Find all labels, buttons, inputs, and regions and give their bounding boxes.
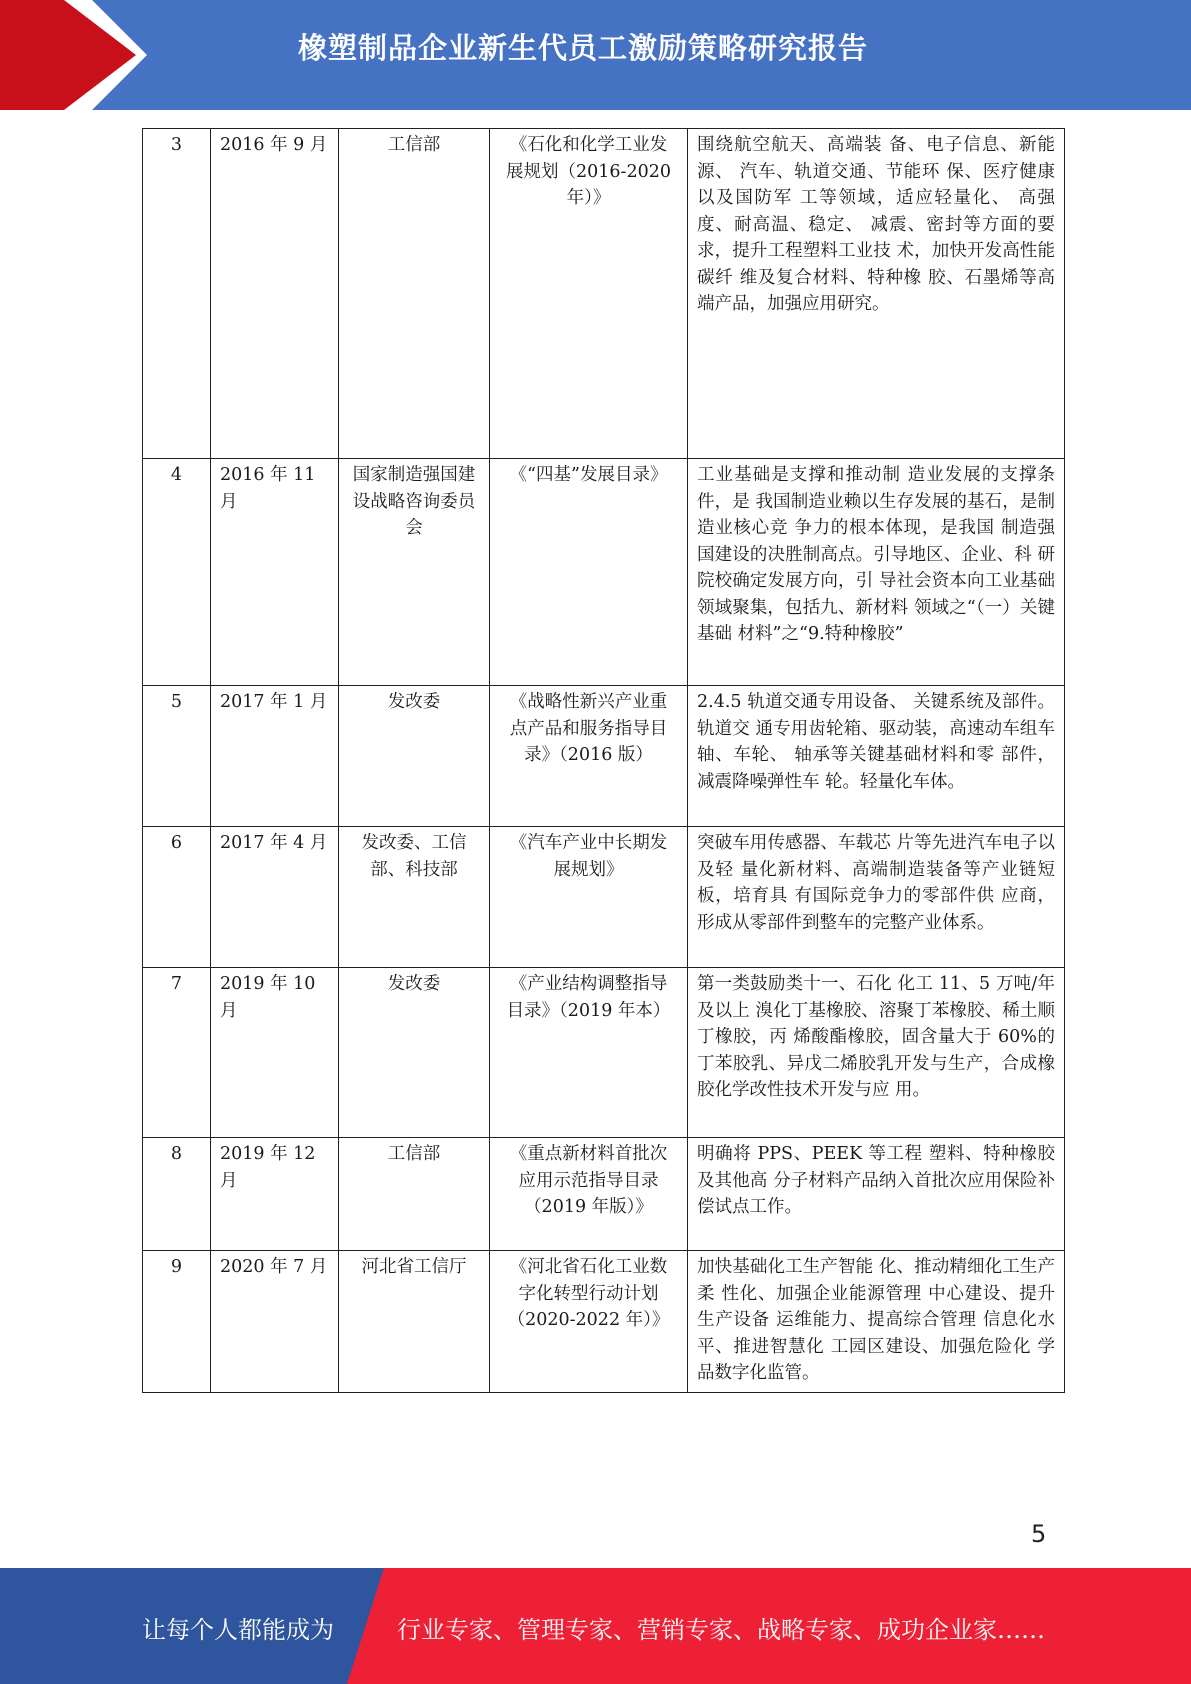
table-row — [143, 1138, 1065, 1251]
policy-table — [142, 128, 1065, 1393]
row-date: 2017 年 1 月 — [211, 686, 339, 827]
row-content: 明确将 PPS、PEEK 等工程 塑料、特种橡胶及其他高 分子材料产品纳入首批次应用保险补偿试点工作。 — [688, 1138, 1065, 1251]
row-date: 2019 年 10 月 — [211, 968, 339, 1138]
row-content: 突破车用传感器、车载芯 片等先进汽车电子以及轻 量化新材料、高端制造装备等产业链短板，培育具 有国际竞争力的零部件供 应商，形成从零部件到整车的完整产业体系。 — [688, 827, 1065, 968]
table-row — [143, 686, 1065, 827]
row-date: 2019 年 12 月 — [211, 1138, 339, 1251]
row-date: 2017 年 4 月 — [211, 827, 339, 968]
row-document: 《产业结构调整指导 目录》（2019 年本） — [490, 968, 688, 1138]
row-department: 河北省工信厅 — [339, 1251, 490, 1393]
row-department: 发改委、工信部、科技部 — [339, 827, 490, 968]
row-number: 8 — [143, 1138, 211, 1251]
table-row — [143, 459, 1065, 686]
row-document: 《汽车产业中长期发 展规划》 — [490, 827, 688, 968]
row-document: 《石化和化学工业发 展规划（2016-2020 年）》 — [490, 129, 688, 459]
row-department: 发改委 — [339, 686, 490, 827]
row-date: 2016 年 9 月 — [211, 129, 339, 459]
page-header — [0, 0, 1191, 110]
row-document: 《战略性新兴产业重 点产品和服务指导目 录》（2016 版） — [490, 686, 688, 827]
row-department: 国家制造强国建 设战略咨询委员 会 — [339, 459, 490, 686]
row-number: 3 — [143, 129, 211, 459]
row-department: 工信部 — [339, 1138, 490, 1251]
table-row — [143, 968, 1065, 1138]
row-date: 2016 年 11 月 — [211, 459, 339, 686]
page-number: 5 — [1031, 1520, 1047, 1548]
table-row — [143, 129, 1065, 459]
row-number: 6 — [143, 827, 211, 968]
row-number: 5 — [143, 686, 211, 827]
table-row — [143, 827, 1065, 968]
table-row — [143, 1251, 1065, 1393]
row-number: 9 — [143, 1251, 211, 1393]
footer-slogan-left: 让每个人都能成为 — [142, 1616, 334, 1644]
row-content: 加快基础化工生产智能 化、推动精细化工生产柔 性化、加强企业能源管理 中心建设、提升生产设备 运维能力、提高综合管理 信息化水平、推进智慧化 工园区建设、加强危险化 学品数字化监管。 — [688, 1251, 1065, 1393]
row-number: 7 — [143, 968, 211, 1138]
row-date: 2020 年 7 月 — [211, 1251, 339, 1393]
row-number: 4 — [143, 459, 211, 686]
row-document: 《河北省石化工业数 字化转型行动计划 （2020-2022 年）》 — [490, 1251, 688, 1393]
row-content: 围绕航空航天、高端装 备、电子信息、新能源、 汽车、轨道交通、节能环 保、医疗健康以及国防军 工等领域，适应轻量化、 高强度、耐高温、稳定、 减震、密封等方面的要 求，提升工程塑料工业技 术，加快开发高性能碳纤 维及复合材料、特种橡 胶、石墨烯等高端产品，加强应用研究。 — [688, 129, 1065, 459]
footer-slogan-right: 行业专家、管理专家、营销专家、战略专家、成功企业家…… — [397, 1616, 1045, 1644]
header-red-chevron — [0, 0, 150, 110]
report-title: 橡塑制品企业新生代员工激励策略研究报告 — [298, 31, 869, 65]
row-document: 《重点新材料首批次 应用示范指导目录（2019 年版）》 — [490, 1138, 688, 1251]
row-department: 工信部 — [339, 129, 490, 459]
row-content: 第一类鼓励类十一、石化 化工 11、5 万吨/年及以上 溴化丁基橡胶、溶聚丁苯橡胶、稀土顺丁橡胶，丙 烯酸酯橡胶，固含量大于 60%的丁苯胶乳、异戊二烯胶乳开发与生产，合成橡 胶化学改性技术开发与应 用。 — [688, 968, 1065, 1138]
row-department: 发改委 — [339, 968, 490, 1138]
page-footer — [0, 1568, 1191, 1684]
row-content: 2.4.5 轨道交通专用设备、 关键系统及部件。轨道交 通专用齿轮箱、驱动装，高速动车组车轴、车轮、 轴承等关键基础材料和零 部件，减震降噪弹性车 轮。轻量化车体。 — [688, 686, 1065, 827]
row-document: 《“四基”发展目录》 — [490, 459, 688, 686]
row-content: 工业基础是支撑和推动制 造业发展的支撑条件，是 我国制造业赖以生存发展的基石，是制造业核心竞 争力的根本体现，是我国 制造强国建设的决胜制高点。引导地区、企业、科 研院校确定发展方向，引 导社会资本向工业基础领域聚集，包括九、新材料 领域之“（一）关键基础 材料”之“9.特种橡胶” — [688, 459, 1065, 686]
